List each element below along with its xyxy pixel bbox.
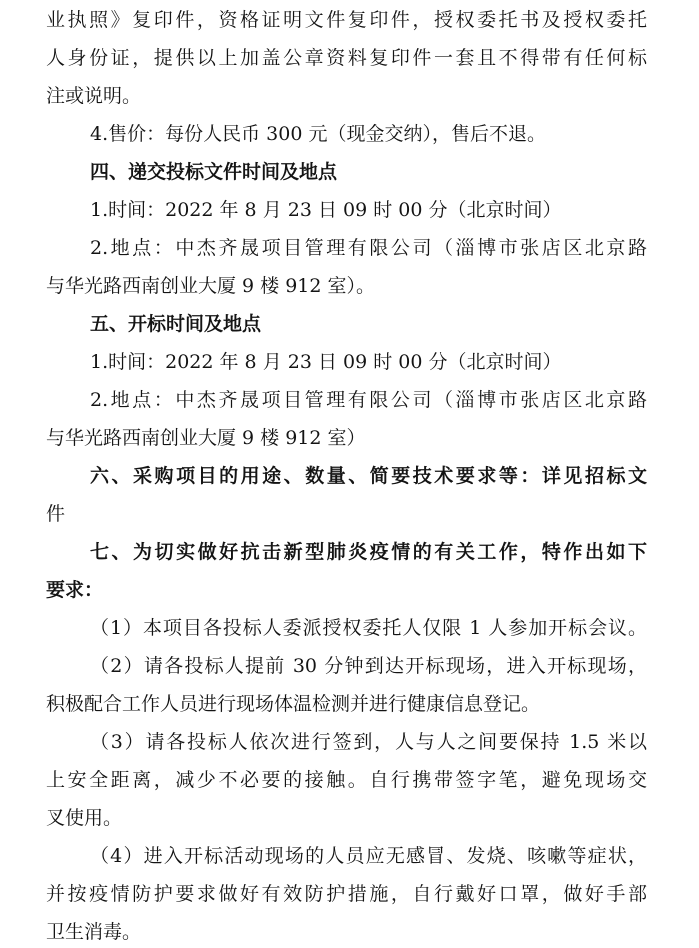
submission-location-line: 2.地点：中杰齐晟项目管理有限公司（淄博市张店区北京路 [90,237,647,259]
opening-location-line: 与华光路西南创业大厦 9 楼 912 室） [46,427,366,449]
requirement-item-1: （1）本项目各投标人委派授权委托人仅限 1 人参加开标会议。 [90,617,647,639]
opening-time-line: 1.时间：2022 年 8 月 23 日 09 时 00 分（北京时间） [90,351,562,373]
requirement-item-3: 叉使用。 [46,807,123,829]
paragraph-line: 人身份证，提供以上加盖公章资料复印件一套且不得带有任何标 [46,47,647,69]
requirement-item-4: 卫生消毒。 [46,921,142,943]
submission-location-line: 与华光路西南创业大厦 9 楼 912 室）。 [46,275,376,297]
requirement-item-4: （4）进入开标活动现场的人员应无感冒、发烧、咳嗽等症状， [90,845,647,867]
requirement-item-3: 上安全距离，减少不必要的接触。自行携带签字笔，避免现场交 [46,769,647,791]
section-heading-7: 要求： [46,579,104,601]
section-heading-6: 六、采购项目的用途、数量、简要技术要求等：详见招标文 [90,465,647,487]
requirement-item-3: （3）请各投标人依次进行签到，人与人之间要保持 1.5 米以 [90,731,647,753]
paragraph-line: 业执照》复印件，资格证明文件复印件，授权委托书及授权委托 [46,9,647,31]
paragraph-line: 件 [46,503,66,525]
section-heading-7: 七、为切实做好抗击新型肺炎疫情的有关工作，特作出如下 [90,541,647,563]
price-line: 4.售价：每份人民币 300 元（现金交纳），售后不退。 [90,123,546,145]
paragraph-line: 注或说明。 [46,85,142,107]
opening-location-line: 2.地点：中杰齐晟项目管理有限公司（淄博市张店区北京路 [90,389,647,411]
section-heading-4: 四、递交投标文件时间及地点 [90,161,338,183]
requirement-item-2: 积极配合工作人员进行现场体温检测并进行健康信息登记。 [46,693,541,715]
submission-time-line: 1.时间：2022 年 8 月 23 日 09 时 00 分（北京时间） [90,199,562,221]
requirement-item-4: 并按疫情防护要求做好有效防护措施，自行戴好口罩，做好手部 [46,883,647,905]
section-heading-5: 五、开标时间及地点 [90,313,262,335]
requirement-item-2: （2）请各投标人提前 30 分钟到达开标现场，进入开标现场， [90,655,647,677]
